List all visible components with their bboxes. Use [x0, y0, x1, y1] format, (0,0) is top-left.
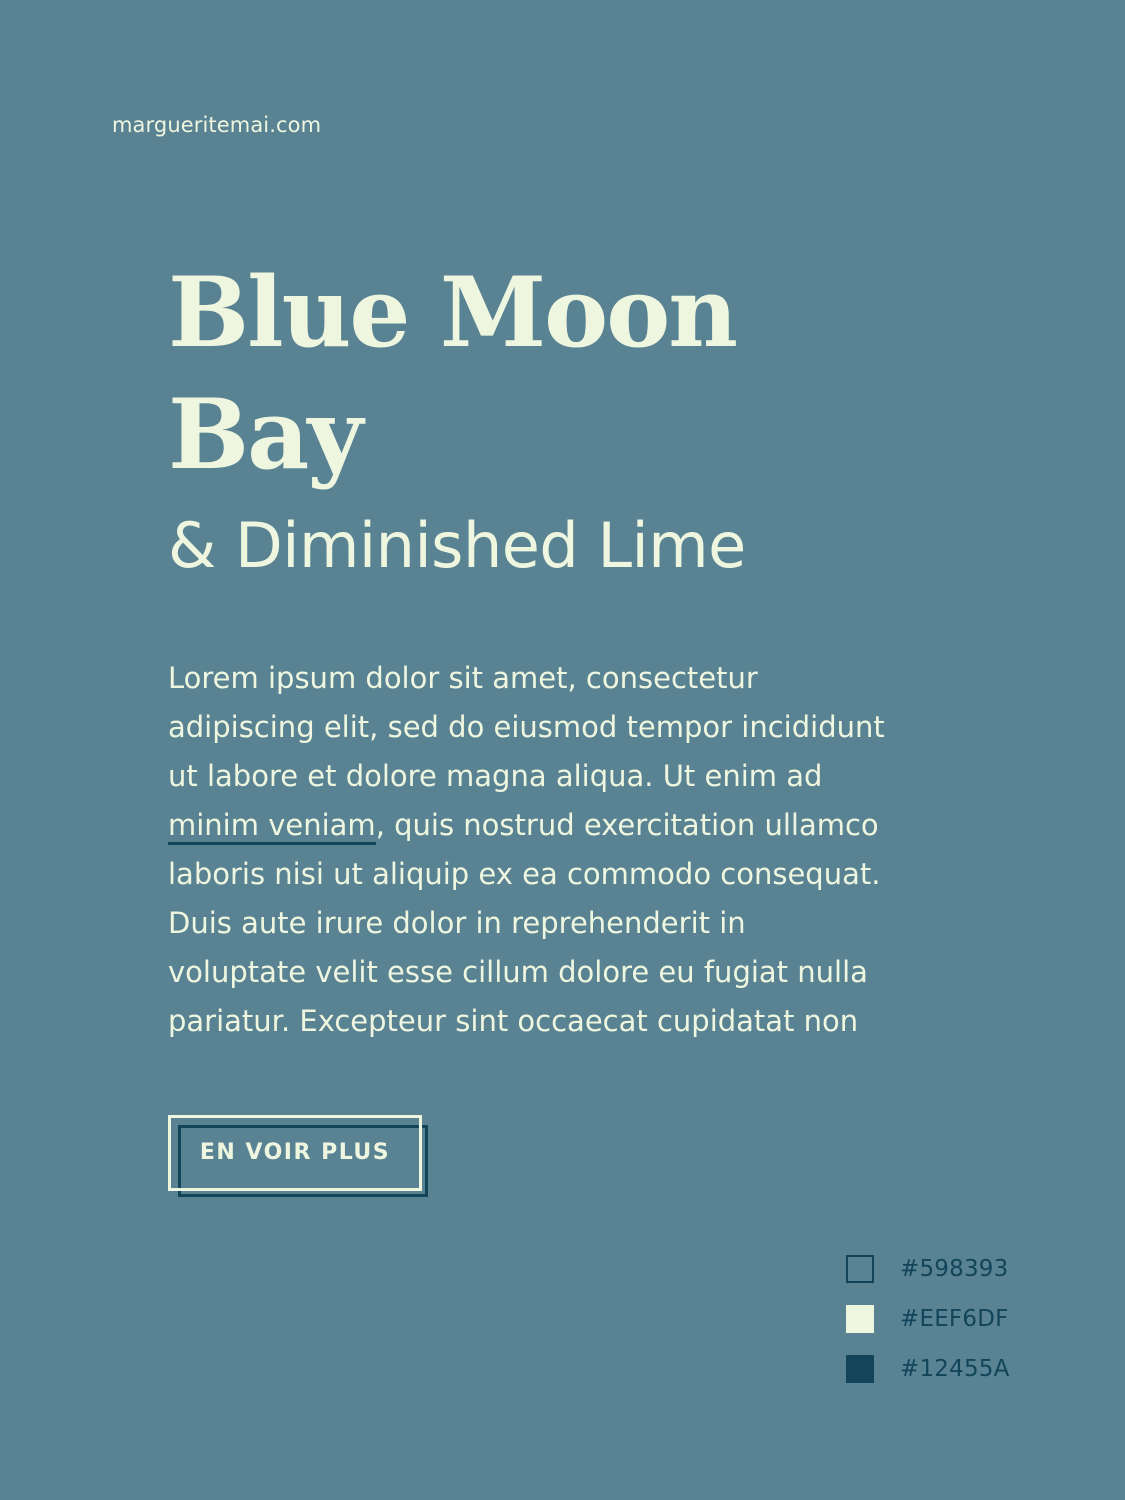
color-swatch — [846, 1355, 874, 1383]
page-title — [168, 252, 808, 496]
page-subtitle: & Diminished Lime — [168, 509, 746, 582]
body-line: voluptate velit esse cillum dolore eu fugiat nulla — [168, 955, 868, 989]
swatch-label: #12455A — [900, 1356, 1010, 1382]
color-palette — [846, 1244, 1076, 1394]
palette-row — [846, 1344, 1076, 1394]
palette-row — [846, 1244, 1076, 1294]
title-line-1: Blue Moon — [168, 256, 737, 369]
body-line: Duis aute irure dolor in reprehenderit in — [168, 906, 746, 940]
body-line: ut labore et dolore magna aliqua. Ut enim ad — [168, 759, 823, 793]
hero — [168, 252, 968, 582]
color-swatch — [846, 1305, 874, 1333]
body-line: Lorem ipsum dolor sit amet, consectetur — [168, 661, 758, 695]
body-line: laboris nisi ut aliquip ex ea commodo consequat. — [168, 857, 881, 891]
body-line-rest: , quis nostrud exercitation ullamco — [375, 808, 879, 842]
inline-link-minim-veniam[interactable]: minim veniam — [168, 808, 376, 845]
color-swatch-outline — [846, 1255, 874, 1283]
body-paragraph — [168, 654, 968, 1046]
palette-row — [846, 1294, 1076, 1344]
body-line — [168, 801, 968, 850]
see-more-button[interactable]: EN VOIR PLUS — [168, 1115, 422, 1191]
swatch-label: #EEF6DF — [900, 1306, 1009, 1332]
cta-wrapper — [168, 1115, 432, 1201]
body-line: pariatur. Excepteur sint occaecat cupidatat non — [168, 1004, 859, 1038]
swatch-label: #598393 — [900, 1256, 1009, 1282]
site-url[interactable]: margueritemai.com — [112, 113, 322, 137]
body-line: adipiscing elit, sed do eiusmod tempor incididunt — [168, 710, 885, 744]
title-line-2: Bay — [168, 378, 362, 491]
